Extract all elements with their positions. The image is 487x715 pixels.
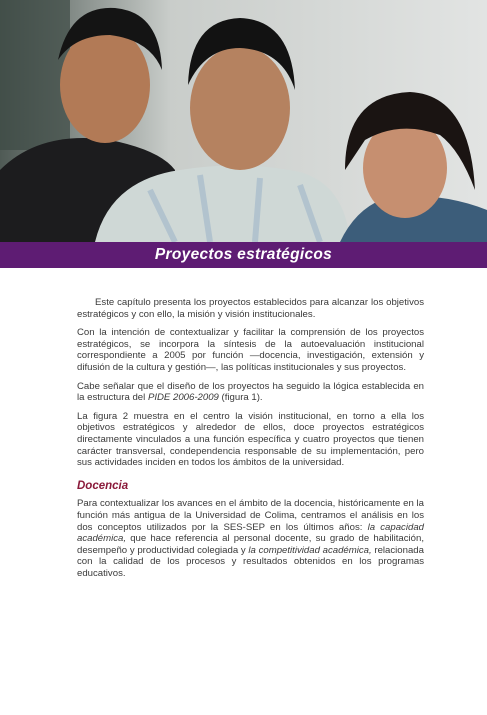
docencia-text-b: que hace referencia al personal docente, su grado de habilitación, desempeño y productividad colegiada y (77, 533, 424, 556)
competitividad-academica: la competitividad académica, (248, 544, 372, 556)
paragraph-1: Este capítulo presenta los proyectos establecidos para alcanzar los objetivos estratégicos y con ello, la misión y visión institucionales. (77, 297, 424, 320)
section-banner (0, 242, 487, 268)
docencia-text-a: Para contextualizar los avances en el ámbito de la docencia, históricamente en la función más antigua de la Universidad de Colima, centramos el análisis en los dos conceptos utilizados por la SES-SEP en los últimos años: (77, 498, 424, 533)
paragraph-3 (77, 381, 424, 404)
paragraph-2: Con la intención de contextualizar y facilitar la comprensión de los proyectos estratégicos, se incorpora la síntesis de la autoevaluación institucional correspondiente a 2005 por función —docencia, investigación, extensión y difusión de la cultura y gestión—, las políticas institucionales y sus proyectos. (77, 327, 424, 373)
pide-reference: PIDE 2006-2009 (147, 392, 219, 404)
paragraph-3-end: (figura 1). (218, 392, 263, 404)
paragraph-3-start: Cabe señalar que el diseño de los proyectos ha seguido la lógica establecida en la estructura del (77, 380, 424, 404)
banner-title: Proyectos estratégicos (154, 246, 333, 263)
paragraph-4: La figura 2 muestra en el centro la visión institucional, en torno a ella los objetivos estratégicos y alrededor de ellos, doce proyectos estratégicos directamente vinculados a una función específica y cuatro proyectos que tienen carácter transversal, condependencia responsable de su implementación, pero sus actividades inciden en todos los ámbitos de la universidad. (77, 410, 424, 469)
docencia-paragraph (77, 498, 424, 579)
group-photo-illustration (0, 0, 487, 242)
docencia-heading: Docencia (77, 479, 129, 492)
docencia-text-c: relacionada con la calidad de los procesos y resultados obtenidos en los programas educativos. (77, 544, 424, 579)
body-text (77, 297, 424, 586)
header-photo (0, 0, 487, 242)
capacidad-academica: la capacidad académica, (77, 521, 424, 545)
